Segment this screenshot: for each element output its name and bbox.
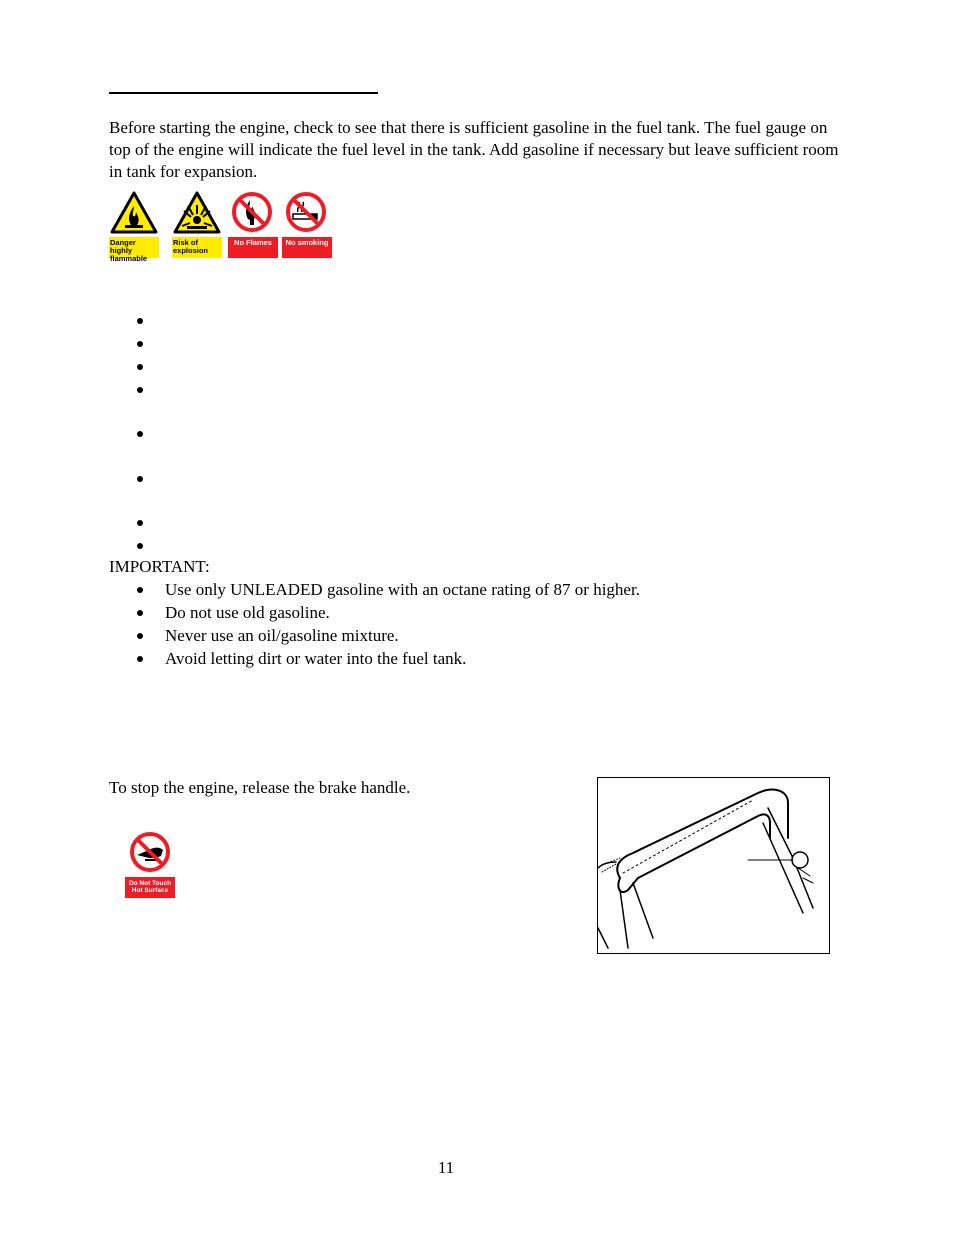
list-item [137,579,640,602]
bullet [137,610,143,616]
explosion-hazard-icon [172,190,222,236]
no-flames-icon [228,190,278,236]
sign-explosion [172,190,224,260]
stop-engine-text: To stop the engine, release the brake handle. [109,778,411,797]
brake-handle-illustration [598,778,829,953]
list-bullet [137,520,143,526]
list-item [137,602,640,625]
list-bullet [137,476,143,482]
list-bullet [137,431,143,437]
list-item-text: Avoid letting dirt or water into the fuel tank. [165,649,467,668]
list-bullet [137,318,143,324]
list-bullet [137,543,143,549]
page-number: 11 [437,1158,455,1177]
important-heading: IMPORTANT: [109,557,210,576]
list-item [137,625,640,648]
important-list [137,579,640,671]
sign-label: Danger highly flammable [109,237,159,258]
list-bullet [137,341,143,347]
section-heading-rule [109,92,378,94]
intro-paragraph: Before starting the engine, check to see that there is sufficient gasoline in the fuel tank. The fuel gauge on top of the engine will indicate the fuel level in the tank. Add gasoline if necessary but leave sufficient room in tank for expansion. [109,118,839,181]
sign-label: No Flames [228,237,278,258]
sign-label: Risk of explosion [172,237,222,258]
flame-hazard-icon [109,190,159,236]
bullet [137,633,143,639]
bullet [137,656,143,662]
sign-flammable [109,190,161,263]
warning-signs [109,190,339,262]
list-bullet [137,387,143,393]
sign-no-smoking [282,190,334,260]
do-not-touch-icon [125,830,175,876]
list-item-text: Do not use old gasoline. [165,603,330,622]
list-item [137,648,640,671]
list-item-text: Never use an oil/gasoline mixture. [165,626,399,645]
sign-do-not-touch [125,830,177,900]
brake-handle-figure [597,777,830,954]
sign-label: Do Not Touch Hot Surface [125,877,175,898]
no-smoking-icon [282,190,332,236]
sign-no-flames [228,190,280,260]
list-bullet [137,364,143,370]
sign-label: No smoking [282,237,332,258]
list-item-text: Use only UNLEADED gasoline with an octane rating of 87 or higher. [165,580,640,599]
bullet [137,587,143,593]
